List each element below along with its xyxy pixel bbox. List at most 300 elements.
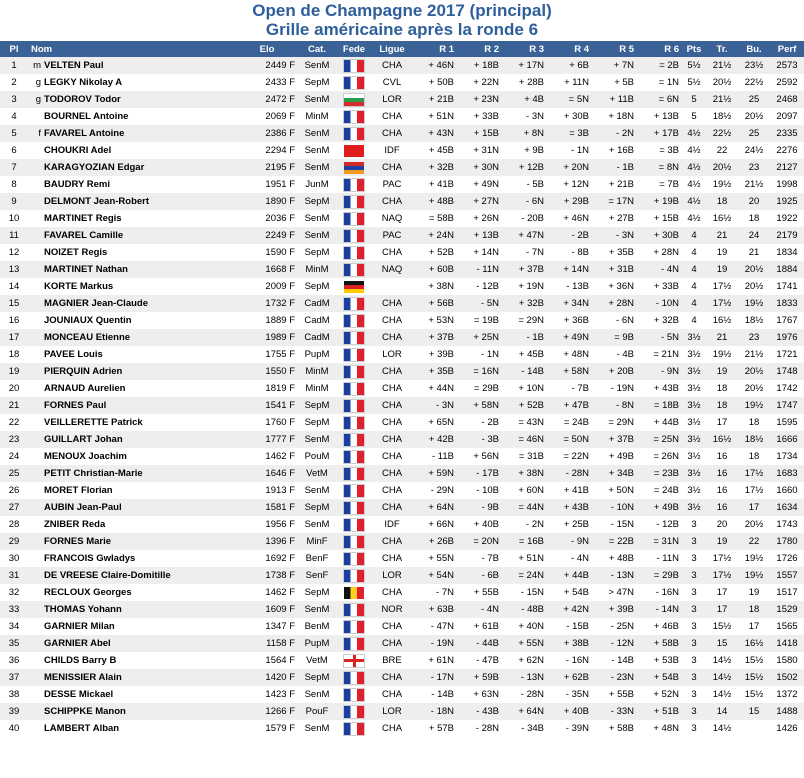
tiebreak-tr-cell: 22½ (706, 125, 738, 142)
category-cell: SepM (298, 244, 336, 261)
elo-cell: 1760 F (236, 414, 298, 431)
round-1-cell: - 29N (412, 482, 457, 499)
round-5-cell: > 47N (592, 584, 637, 601)
round-3-cell: - 7N (502, 244, 547, 261)
place-cell: 30 (0, 550, 28, 567)
round-2-cell: - 9B (457, 499, 502, 516)
federation-cell (336, 210, 372, 227)
elo-cell: 1646 F (236, 465, 298, 482)
round-3-cell: = 31B (502, 448, 547, 465)
player-name[interactable]: RECLOUX Georges (44, 587, 132, 598)
round-6-cell: - 12B (637, 516, 682, 533)
player-name[interactable]: BAUDRY Remi (44, 179, 110, 190)
player-name-cell (28, 227, 236, 244)
player-name[interactable]: GARNIER Abel (44, 638, 111, 649)
place-cell: 24 (0, 448, 28, 465)
player-name-cell (28, 159, 236, 176)
federation-cell (336, 431, 372, 448)
round-2-cell: + 18B (457, 57, 502, 74)
buchholz-cell: 21½ (738, 346, 770, 363)
round-2-cell: - 5N (457, 295, 502, 312)
federation-cell (336, 703, 372, 720)
player-name[interactable]: THOMAS Yohann (44, 604, 122, 615)
round-3-cell: + 64N (502, 703, 547, 720)
place-cell: 11 (0, 227, 28, 244)
round-1-cell: + 50B (412, 74, 457, 91)
points-cell: 4½ (682, 210, 706, 227)
player-name-cell (28, 533, 236, 550)
round-2-cell: + 63N (457, 686, 502, 703)
buchholz-cell: 18 (738, 414, 770, 431)
player-name-cell (28, 142, 236, 159)
place-cell: 34 (0, 618, 28, 635)
performance-cell: 1595 (770, 414, 804, 431)
round-5-cell: + 37B (592, 431, 637, 448)
player-name[interactable]: PIERQUIN Adrien (44, 366, 123, 377)
round-1-cell: + 43N (412, 125, 457, 142)
player-name[interactable]: CHOUKRI Adel (44, 145, 112, 156)
player-name[interactable]: FORNES Marie (44, 536, 112, 547)
round-1-cell: + 59N (412, 465, 457, 482)
player-name[interactable]: MENOUX Joachim (44, 451, 127, 462)
league-cell: CHA (372, 159, 412, 176)
points-cell: 4½ (682, 193, 706, 210)
elo-cell: 1266 F (236, 703, 298, 720)
table-row (0, 465, 804, 482)
federation-cell (336, 482, 372, 499)
place-cell: 18 (0, 346, 28, 363)
col-header-bu[interactable]: Bu. (738, 41, 770, 57)
table-row (0, 91, 804, 108)
place-cell: 21 (0, 397, 28, 414)
france-flag-icon (344, 468, 364, 480)
round-4-cell: + 12N (547, 176, 592, 193)
player-name-cell (28, 567, 236, 584)
performance-cell: 1925 (770, 193, 804, 210)
performance-cell: 2573 (770, 57, 804, 74)
col-header-r1[interactable]: R 1 (412, 41, 457, 57)
elo-cell: 2249 F (236, 227, 298, 244)
round-3-cell: = 46N (502, 431, 547, 448)
round-6-cell: = 23B (637, 465, 682, 482)
place-cell: 38 (0, 686, 28, 703)
round-2-cell: + 22N (457, 74, 502, 91)
round-6-cell: + 33B (637, 278, 682, 295)
round-6-cell: + 13B (637, 108, 682, 125)
elo-cell: 1462 F (236, 584, 298, 601)
player-name[interactable]: ZNIBER Reda (44, 519, 106, 530)
place-cell: 5 (0, 125, 28, 142)
col-header-r3[interactable]: R 3 (502, 41, 547, 57)
points-cell: 3 (682, 550, 706, 567)
round-1-cell: + 52B (412, 244, 457, 261)
buchholz-cell: 19½ (738, 567, 770, 584)
player-name[interactable]: ARNAUD Aurelien (44, 383, 126, 394)
round-3-cell: + 47N (502, 227, 547, 244)
round-4-cell: - 9N (547, 533, 592, 550)
player-name-cell (28, 278, 236, 295)
category-cell: SepM (298, 669, 336, 686)
round-1-cell: + 66N (412, 516, 457, 533)
place-cell: 12 (0, 244, 28, 261)
place-cell: 35 (0, 635, 28, 652)
player-name[interactable]: PAVEE Louis (44, 349, 103, 360)
player-name[interactable]: DESSE Mickael (44, 689, 114, 700)
round-1-cell: - 11B (412, 448, 457, 465)
player-name[interactable]: FAVAREL Antoine (44, 128, 125, 139)
player-name-cell (28, 635, 236, 652)
category-cell: SenM (298, 516, 336, 533)
player-name[interactable]: KORTE Markus (44, 281, 114, 292)
round-6-cell: - 10N (637, 295, 682, 312)
round-3-cell: + 17N (502, 57, 547, 74)
round-4-cell: + 48N (547, 346, 592, 363)
league-cell: IDF (372, 516, 412, 533)
player-name-cell (28, 516, 236, 533)
player-name[interactable]: MARTINET Nathan (44, 264, 128, 275)
category-cell: SenM (298, 227, 336, 244)
round-6-cell: = 24B (637, 482, 682, 499)
round-3-cell: + 12B (502, 159, 547, 176)
col-header-pl[interactable]: Pl (0, 41, 28, 57)
round-5-cell: + 11B (592, 91, 637, 108)
france-flag-icon (344, 417, 364, 429)
category-cell: JunM (298, 176, 336, 193)
points-cell: 3 (682, 533, 706, 550)
tiebreak-tr-cell: 20½ (706, 74, 738, 91)
place-cell: 22 (0, 414, 28, 431)
round-1-cell: + 65N (412, 414, 457, 431)
france-flag-icon (344, 621, 364, 633)
buchholz-cell: 19½ (738, 397, 770, 414)
round-4-cell: + 29B (547, 193, 592, 210)
points-cell: 5½ (682, 57, 706, 74)
table-row (0, 295, 804, 312)
player-name[interactable]: MONCEAU Etienne (44, 332, 131, 343)
league-cell: CHA (372, 618, 412, 635)
round-2-cell: = 19B (457, 312, 502, 329)
buchholz-cell: 20½ (738, 380, 770, 397)
round-6-cell: = 25N (637, 431, 682, 448)
round-1-cell: - 3N (412, 397, 457, 414)
federation-cell (336, 363, 372, 380)
round-6-cell: + 49B (637, 499, 682, 516)
federation-cell (336, 142, 372, 159)
round-6-cell: + 51B (637, 703, 682, 720)
category-cell: CadM (298, 312, 336, 329)
round-5-cell: + 58B (592, 720, 637, 737)
league-cell: CHA (372, 312, 412, 329)
buchholz-cell: 19½ (738, 550, 770, 567)
federation-cell (336, 397, 372, 414)
federation-cell (336, 601, 372, 618)
performance-cell: 1767 (770, 312, 804, 329)
performance-cell: 1580 (770, 652, 804, 669)
round-2-cell: - 6B (457, 567, 502, 584)
table-row (0, 346, 804, 363)
category-cell: BenF (298, 550, 336, 567)
round-3-cell: = 43N (502, 414, 547, 431)
tiebreak-tr-cell: 16½ (706, 210, 738, 227)
federation-cell (336, 312, 372, 329)
france-flag-icon (344, 485, 364, 497)
france-flag-icon (344, 298, 364, 310)
player-name-cell (28, 686, 236, 703)
round-1-cell: + 26B (412, 533, 457, 550)
federation-cell (336, 380, 372, 397)
col-header-perf[interactable]: Perf (770, 41, 804, 57)
round-1-cell: + 24N (412, 227, 457, 244)
col-header-elo[interactable]: Elo (236, 41, 298, 57)
category-cell: SenM (298, 482, 336, 499)
player-name[interactable]: PETIT Christian-Marie (44, 468, 143, 479)
round-3-cell: - 3N (502, 108, 547, 125)
table-body (0, 57, 804, 737)
player-name[interactable]: DELMONT Jean-Robert (44, 196, 150, 207)
tiebreak-tr-cell: 17 (706, 414, 738, 431)
performance-cell: 1748 (770, 363, 804, 380)
points-cell: 3 (682, 584, 706, 601)
player-name-cell (28, 652, 236, 669)
category-cell: SepM (298, 414, 336, 431)
col-header-pts[interactable]: Pts (682, 41, 706, 57)
round-6-cell: + 48N (637, 720, 682, 737)
place-cell: 40 (0, 720, 28, 737)
round-2-cell: + 31N (457, 142, 502, 159)
tiebreak-tr-cell: 18½ (706, 108, 738, 125)
round-1-cell: + 57B (412, 720, 457, 737)
player-name[interactable]: TODOROV Todor (44, 94, 121, 105)
elo-cell: 1732 F (236, 295, 298, 312)
performance-cell: 2335 (770, 125, 804, 142)
round-1-cell: + 63B (412, 601, 457, 618)
round-2-cell: - 17B (457, 465, 502, 482)
france-flag-icon (344, 128, 364, 140)
elo-cell: 1755 F (236, 346, 298, 363)
player-name[interactable]: MARTINET Regis (44, 213, 122, 224)
league-cell: CHA (372, 193, 412, 210)
federation-cell (336, 618, 372, 635)
elo-cell: 1590 F (236, 244, 298, 261)
round-2-cell: - 43B (457, 703, 502, 720)
round-3-cell: + 40N (502, 618, 547, 635)
round-4-cell: - 13B (547, 278, 592, 295)
federation-cell (336, 516, 372, 533)
place-cell: 36 (0, 652, 28, 669)
col-header-cat[interactable]: Cat. (298, 41, 336, 57)
player-name-cell (28, 312, 236, 329)
player-name[interactable]: KARAGYOZIAN Edgar (44, 162, 145, 173)
elo-cell: 2433 F (236, 74, 298, 91)
performance-cell: 1660 (770, 482, 804, 499)
elo-cell: 2294 F (236, 142, 298, 159)
player-name[interactable]: MORET Florian (44, 485, 113, 496)
col-header-r4[interactable]: R 4 (547, 41, 592, 57)
tiebreak-tr-cell: 18 (706, 193, 738, 210)
category-cell: SepM (298, 397, 336, 414)
col-header-tr[interactable]: Tr. (706, 41, 738, 57)
player-name[interactable]: VELTEN Paul (44, 60, 104, 71)
round-3-cell: + 55N (502, 635, 547, 652)
federation-cell (336, 346, 372, 363)
round-1-cell: - 19N (412, 635, 457, 652)
buchholz-cell: 25 (738, 125, 770, 142)
performance-cell: 1743 (770, 516, 804, 533)
place-cell: 17 (0, 329, 28, 346)
player-name[interactable]: VEILLERETTE Patrick (44, 417, 143, 428)
round-5-cell: - 25N (592, 618, 637, 635)
player-name[interactable]: MAGNIER Jean-Claude (44, 298, 148, 309)
player-name[interactable]: GARNIER Milan (44, 621, 115, 632)
place-cell: 39 (0, 703, 28, 720)
place-cell: 25 (0, 465, 28, 482)
tiebreak-tr-cell: 15 (706, 635, 738, 652)
federation-cell (336, 295, 372, 312)
place-cell: 16 (0, 312, 28, 329)
performance-cell: 2276 (770, 142, 804, 159)
elo-cell: 1956 F (236, 516, 298, 533)
player-title: f (38, 128, 41, 139)
league-cell: NAQ (372, 261, 412, 278)
player-name-cell (28, 465, 236, 482)
category-cell: SenM (298, 210, 336, 227)
round-2-cell: = 29B (457, 380, 502, 397)
league-cell: LOR (372, 703, 412, 720)
player-name[interactable]: DE VREESE Claire-Domitille (44, 570, 171, 581)
france-flag-icon (344, 672, 364, 684)
round-4-cell: = 24B (547, 414, 592, 431)
player-name[interactable]: MENISSIER Alain (44, 672, 122, 683)
table-row (0, 227, 804, 244)
round-5-cell: + 28N (592, 295, 637, 312)
round-4-cell: + 43B (547, 499, 592, 516)
col-header-fede[interactable]: Fede (336, 41, 372, 57)
points-cell: 4 (682, 295, 706, 312)
round-6-cell: + 30B (637, 227, 682, 244)
player-name[interactable]: FAVAREL Camille (44, 230, 124, 241)
player-name-cell (28, 91, 236, 108)
round-1-cell: + 46N (412, 57, 457, 74)
round-2-cell: - 12B (457, 278, 502, 295)
col-header-r6[interactable]: R 6 (637, 41, 682, 57)
round-6-cell: - 14N (637, 601, 682, 618)
player-name[interactable]: CHILDS Barry B (44, 655, 117, 666)
table-row (0, 516, 804, 533)
player-name-cell (28, 618, 236, 635)
player-name[interactable]: JOUNIAUX Quentin (44, 315, 132, 326)
league-cell: CHA (372, 669, 412, 686)
col-header-ligue[interactable]: Ligue (372, 41, 412, 57)
buchholz-cell: 17 (738, 618, 770, 635)
buchholz-cell: 23 (738, 159, 770, 176)
player-name[interactable]: GUILLART Johan (44, 434, 123, 445)
player-name[interactable]: SCHIPPKE Manon (44, 706, 126, 717)
points-cell: 3 (682, 652, 706, 669)
federation-cell (336, 414, 372, 431)
table-row (0, 329, 804, 346)
player-name[interactable]: FRANCOIS Gwladys (44, 553, 136, 564)
elo-cell: 2036 F (236, 210, 298, 227)
tiebreak-tr-cell: 17½ (706, 550, 738, 567)
place-cell: 37 (0, 669, 28, 686)
buchholz-cell: 17½ (738, 465, 770, 482)
player-name[interactable]: BOURNEL Antoine (44, 111, 129, 122)
tiebreak-tr-cell: 17 (706, 601, 738, 618)
league-cell: CHA (372, 448, 412, 465)
elo-cell: 1396 F (236, 533, 298, 550)
category-cell: SenM (298, 125, 336, 142)
performance-cell: 1372 (770, 686, 804, 703)
round-1-cell: - 7N (412, 584, 457, 601)
category-cell: BenM (298, 618, 336, 635)
round-3-cell: + 37B (502, 261, 547, 278)
category-cell: SepM (298, 584, 336, 601)
player-name-cell (28, 295, 236, 312)
round-6-cell: - 11N (637, 550, 682, 567)
round-1-cell: + 39B (412, 346, 457, 363)
round-4-cell: - 15B (547, 618, 592, 635)
table-row (0, 720, 804, 737)
france-flag-icon (344, 315, 364, 327)
points-cell: 3½ (682, 431, 706, 448)
player-name-cell (28, 669, 236, 686)
round-5-cell: - 19N (592, 380, 637, 397)
player-name[interactable]: LEGKY Nikolay A (44, 77, 123, 88)
federation-cell (336, 567, 372, 584)
points-cell: 5 (682, 91, 706, 108)
col-header-r2[interactable]: R 2 (457, 41, 502, 57)
player-name[interactable]: NOIZET Regis (44, 247, 108, 258)
round-3-cell: = 44N (502, 499, 547, 516)
buchholz-cell: 16½ (738, 635, 770, 652)
tiebreak-tr-cell: 21½ (706, 57, 738, 74)
player-name[interactable]: LAMBERT Alban (44, 723, 120, 734)
round-3-cell: - 20B (502, 210, 547, 227)
performance-cell: 2127 (770, 159, 804, 176)
performance-cell: 1634 (770, 499, 804, 516)
category-cell: MinM (298, 363, 336, 380)
player-name[interactable]: AUBIN Jean-Paul (44, 502, 122, 513)
elo-cell: 2069 F (236, 108, 298, 125)
category-cell: PouM (298, 448, 336, 465)
player-name[interactable]: FORNES Paul (44, 400, 107, 411)
tiebreak-tr-cell: 17 (706, 584, 738, 601)
round-6-cell: - 9N (637, 363, 682, 380)
round-4-cell: + 14N (547, 261, 592, 278)
performance-cell: 1666 (770, 431, 804, 448)
buchholz-cell: 18½ (738, 312, 770, 329)
category-cell: VetM (298, 465, 336, 482)
round-6-cell: = 7B (637, 176, 682, 193)
buchholz-cell: 24 (738, 227, 770, 244)
round-1-cell: + 51N (412, 108, 457, 125)
place-cell: 2 (0, 74, 28, 91)
round-2-cell: + 61B (457, 618, 502, 635)
round-2-cell: + 26N (457, 210, 502, 227)
performance-cell: 1721 (770, 346, 804, 363)
category-cell: SenM (298, 686, 336, 703)
round-2-cell: + 33B (457, 108, 502, 125)
col-header-r5[interactable]: R 5 (592, 41, 637, 57)
points-cell: 4½ (682, 125, 706, 142)
player-name-cell (28, 431, 236, 448)
place-cell: 15 (0, 295, 28, 312)
round-2-cell: + 59B (457, 669, 502, 686)
col-header-nom[interactable]: Nom (28, 41, 236, 57)
france-flag-icon (344, 502, 364, 514)
round-5-cell: + 36N (592, 278, 637, 295)
category-cell: SepM (298, 499, 336, 516)
